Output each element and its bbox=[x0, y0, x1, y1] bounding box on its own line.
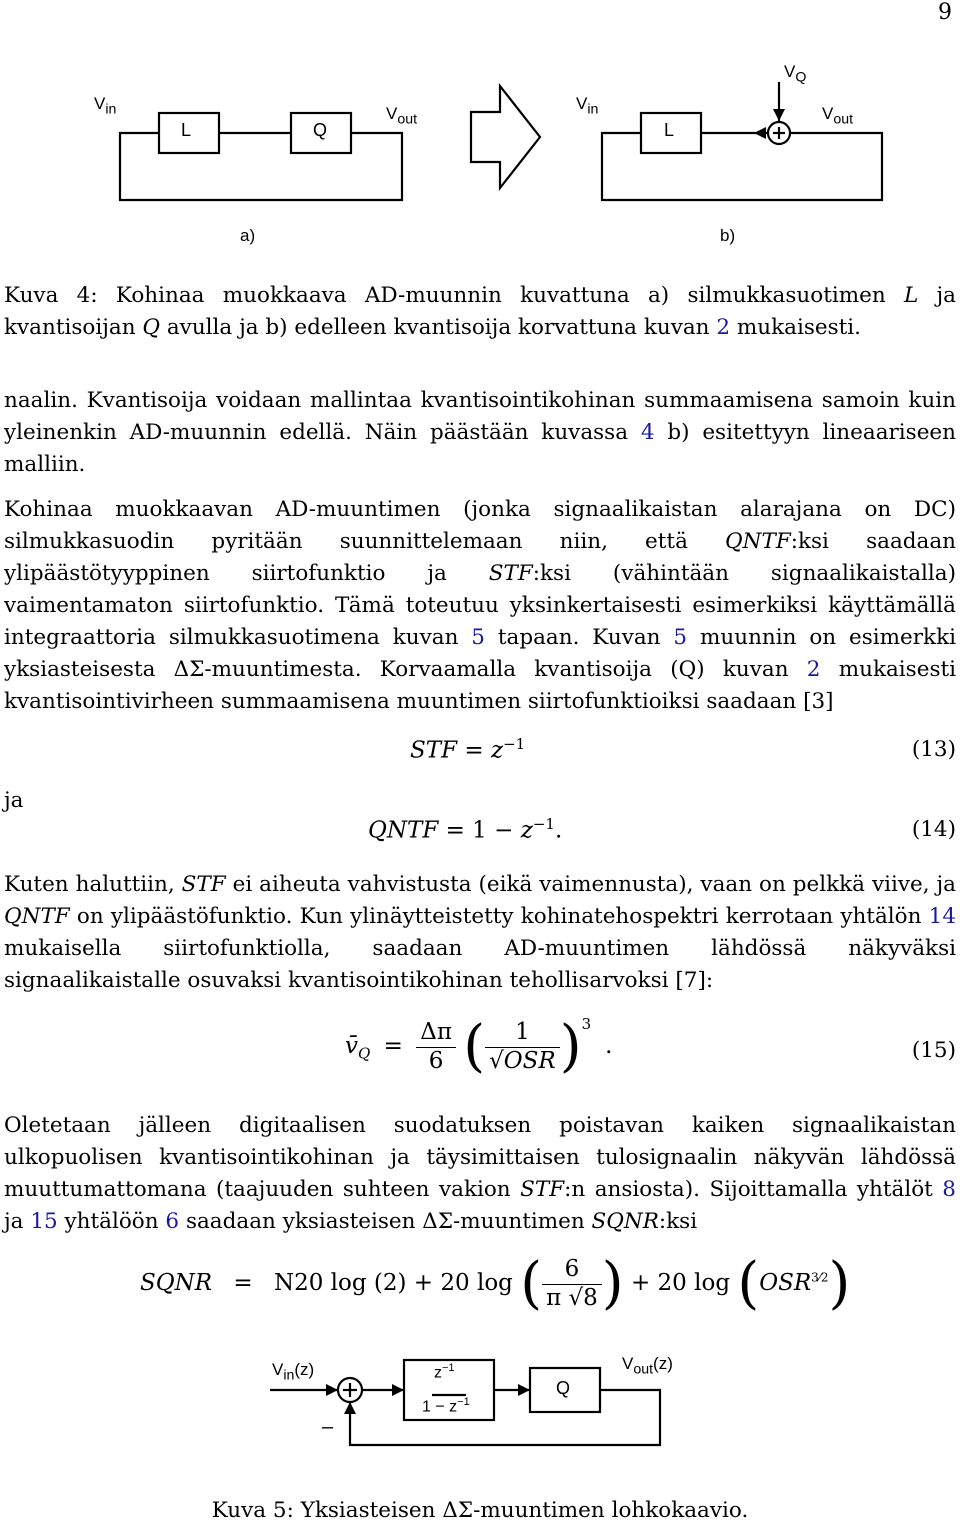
fig5-vout-label: $V_{out}(z)$ bbox=[622, 1354, 673, 1378]
equation-14-number: (14) bbox=[911, 817, 956, 842]
figure-5-diagram bbox=[0, 1340, 960, 1470]
ref-link[interactable]: 5 bbox=[471, 625, 485, 650]
ref-link[interactable]: 2 bbox=[806, 657, 821, 682]
ref-link[interactable]: 4 bbox=[640, 420, 655, 445]
fig5-minus-sign: – bbox=[322, 1416, 334, 1438]
fig4a-vout-label: $V_{out}$ bbox=[386, 104, 418, 128]
fig4a-vin-label: $V_{in}$ bbox=[94, 94, 117, 118]
ref-link[interactable]: 5 bbox=[673, 625, 688, 650]
paragraph-1: naalin. Kvantisoija voidaan mallintaa kvantisointikohinan summaamisena samoin kuin yleinenkin AD-muunnin edellä. Näin päästään kuvassa 4 b) esitettyyn lineaariseen malliin. bbox=[4, 388, 956, 477]
fig4b-label: b) bbox=[720, 226, 736, 245]
figure-4-caption: Kuva 4: Kohinaa muokkaava AD-muunnin kuvattuna a) silmukkasuotimen L ja kvantisoijan Q avulla ja b) edelleen kvantisoija korvattuna kuvan 2 mukaisesti. bbox=[4, 283, 956, 340]
figure-5-caption: Kuva 5: Yksiasteisen ΔΣ-muuntimen lohkokaavio. bbox=[211, 1498, 749, 1523]
fig5-block1-num: $z^{-1}$ bbox=[434, 1362, 455, 1382]
ref-link[interactable]: 6 bbox=[165, 1209, 180, 1234]
transform-arrow bbox=[471, 86, 540, 188]
fig5-block1-den: $1 - z^{-1}$ bbox=[422, 1396, 470, 1416]
fig5-block2-label: Q bbox=[556, 1378, 571, 1398]
equation-14: QNTF = $1 - z^{-1}$. bbox=[368, 815, 563, 844]
equation-15: $v̄_Q$ = $\frac{\Delta\pi}{6}$ ( $\frac{1}{\text{√OSR}}$ )$^3$. bbox=[345, 1014, 613, 1079]
equation-13: STF = $z^{-1}$ bbox=[410, 735, 526, 764]
ref-link[interactable]: 8 bbox=[942, 1177, 956, 1202]
equation-15-number: (15) bbox=[911, 1038, 956, 1063]
ref-link[interactable]: 14 bbox=[928, 904, 956, 929]
paragraph-2: Kohinaa muokkaavan AD-muuntimen (jonka signaalikaistan alarajana on DC) silmukkasuodin pyritään suunnittelemaan niin, että QNTF:ksi saadaan ylipäästötyyppinen siirtofunktio ja STF:ksi (vähintään signaalikaistalla) vaimentamaton siirtofunktio. Tämä toteutuu yksinkertaisesti esimerkiksi käyttämällä integraattoria silmukkasuotimena kuvan 5 tapaan. Kuvan 5 muunnin on esimerkki yksiasteisesta ΔΣ-muuntimesta. Korvaamalla kvantisoija (Q) kuvan 2 mukaisesti kvantisointivirheen summaamisena muuntimen siirtofunktioiksi saadaan [3] bbox=[4, 497, 957, 714]
fig4b-vq-label: $V_Q$ bbox=[784, 62, 807, 86]
fig4b-block-L-label: L bbox=[664, 120, 675, 140]
ja-text: ja bbox=[4, 788, 24, 813]
paragraph-4: Oletetaan jälleen digitaalisen suodatuksen poistavan kaiken signaalikaistan ulkopuolisen kvantisointikohinan ja täysimittaisen tulosignaalin näkyvän lähdössä muuttumattomana (taajuuden suhteen vakion STF:n ansiosta). Sijoittamalla yhtälöt 8 ja 15 yhtälöön 6 saadaan yksiasteisen ΔΣ-muuntimen SQNR:ksi bbox=[4, 1113, 956, 1234]
fig4a-block-Q-label: Q bbox=[313, 120, 328, 140]
equation-sqnr: SQNR = N20 log (2) + 20 log ( $\frac{6}{\pi √8}$ ) + 20 $\log (OSR^{3⁄2})$ bbox=[140, 1251, 851, 1317]
fig4b-vin-label: $V_{in}$ bbox=[576, 94, 599, 118]
page-number: 9 bbox=[938, 0, 952, 25]
paragraph-3: Kuten haluttiin, STF ei aiheuta vahvistusta (eikä vaimennusta), vaan on pelkkä viive, ja QNTF on ylipäästöfunktio. Kun ylinäytteistetty kohinatehospektri kerrotaan yhtälön 14 mukaisella siirtofunktiolla, saadaan AD-muuntimen lähdössä näkyväksi signaalikaistalle osuvaksi kvantisointikohinan tehollisarvoksi [7]: bbox=[4, 872, 956, 993]
ref-link[interactable]: 15 bbox=[30, 1209, 58, 1234]
fig4b-vout-label: $V_{out}$ bbox=[822, 104, 854, 128]
fig4a-block-L-label: L bbox=[181, 120, 192, 140]
equation-13-number: (13) bbox=[911, 737, 956, 762]
ref-link[interactable]: 2 bbox=[716, 315, 731, 340]
fig5-vin-label: $V_{in}(z)$ bbox=[272, 1360, 315, 1384]
fig4a-label: a) bbox=[240, 226, 256, 245]
figure-4-diagram bbox=[0, 0, 960, 260]
